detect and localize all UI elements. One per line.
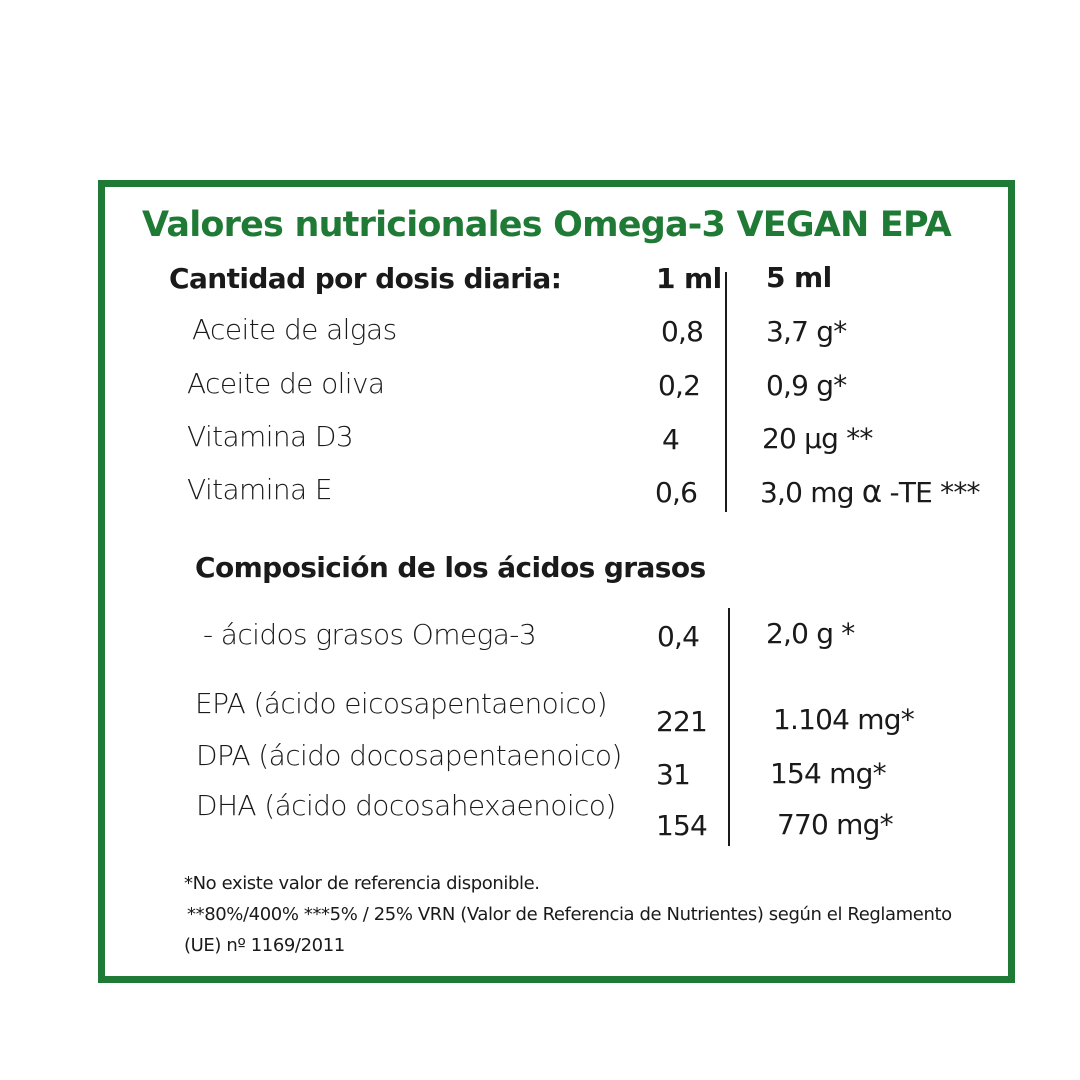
row-v1-epa: 221 [656, 705, 708, 738]
col-header-1ml: 1 ml [656, 262, 722, 295]
row-name-dpa: DPA (ácido docosapentaenoico) [196, 739, 622, 772]
dosage-label: Cantidad por dosis diaria: [169, 262, 562, 295]
column-divider-bottom [728, 608, 730, 846]
row-v1-omega3: 0,4 [657, 620, 700, 653]
footnote-2: **80%/400% ***5% / 25% VRN (Valor de Referencia de Nutrientes) según el Reglamento [187, 904, 952, 925]
alpha-symbol: α [861, 474, 882, 510]
row-v1-olive-oil: 0,2 [658, 369, 701, 402]
row-v2-omega3: 2,0 g * [766, 617, 855, 650]
row-v2-dha: 770 mg* [777, 808, 893, 841]
row-name-vitamin-e: Vitamina E [187, 473, 333, 506]
row-v2-epa: 1.104 mg* [773, 703, 914, 736]
row-v1-dpa: 31 [656, 758, 691, 791]
row-v1-algae-oil: 0,8 [661, 315, 704, 348]
row-v2-dpa: 154 mg* [770, 757, 886, 790]
footnote-1: *No existe valor de referencia disponible. [184, 873, 540, 894]
row-name-dha: DHA (ácido docosahexaenoico) [196, 789, 616, 822]
row-name-algae-oil: Aceite de algas [192, 313, 397, 346]
row-v2-vitamin-e-amount: 3,0 mg [760, 476, 854, 509]
footnote-3: (UE) nº 1169/2011 [184, 935, 345, 956]
panel-title: Valores nutricionales Omega-3 VEGAN EPA [142, 205, 951, 245]
row-v2-vitamin-d3: 20 µg ** [762, 422, 873, 455]
col-header-5ml: 5 ml [766, 261, 832, 294]
row-v1-dha: 154 [656, 809, 708, 842]
column-divider-top [725, 272, 727, 512]
row-v1-vitamin-d3: 4 [662, 423, 680, 456]
row-v2-olive-oil: 0,9 g* [766, 369, 847, 402]
fatty-acids-heading: Composición de los ácidos grasos [195, 551, 706, 584]
row-v2-vitamin-e-unit: -TE *** [889, 476, 980, 509]
row-name-omega3: - ácidos grasos Omega-3 [203, 618, 537, 651]
row-v1-vitamin-e: 0,6 [655, 476, 698, 509]
row-name-olive-oil: Aceite de oliva [187, 367, 385, 400]
row-name-vitamin-d3: Vitamina D3 [187, 420, 354, 453]
row-v2-vitamin-e [760, 474, 980, 510]
row-name-epa: EPA (ácido eicosapentaenoico) [195, 687, 607, 720]
row-v2-algae-oil: 3,7 g* [766, 315, 847, 348]
